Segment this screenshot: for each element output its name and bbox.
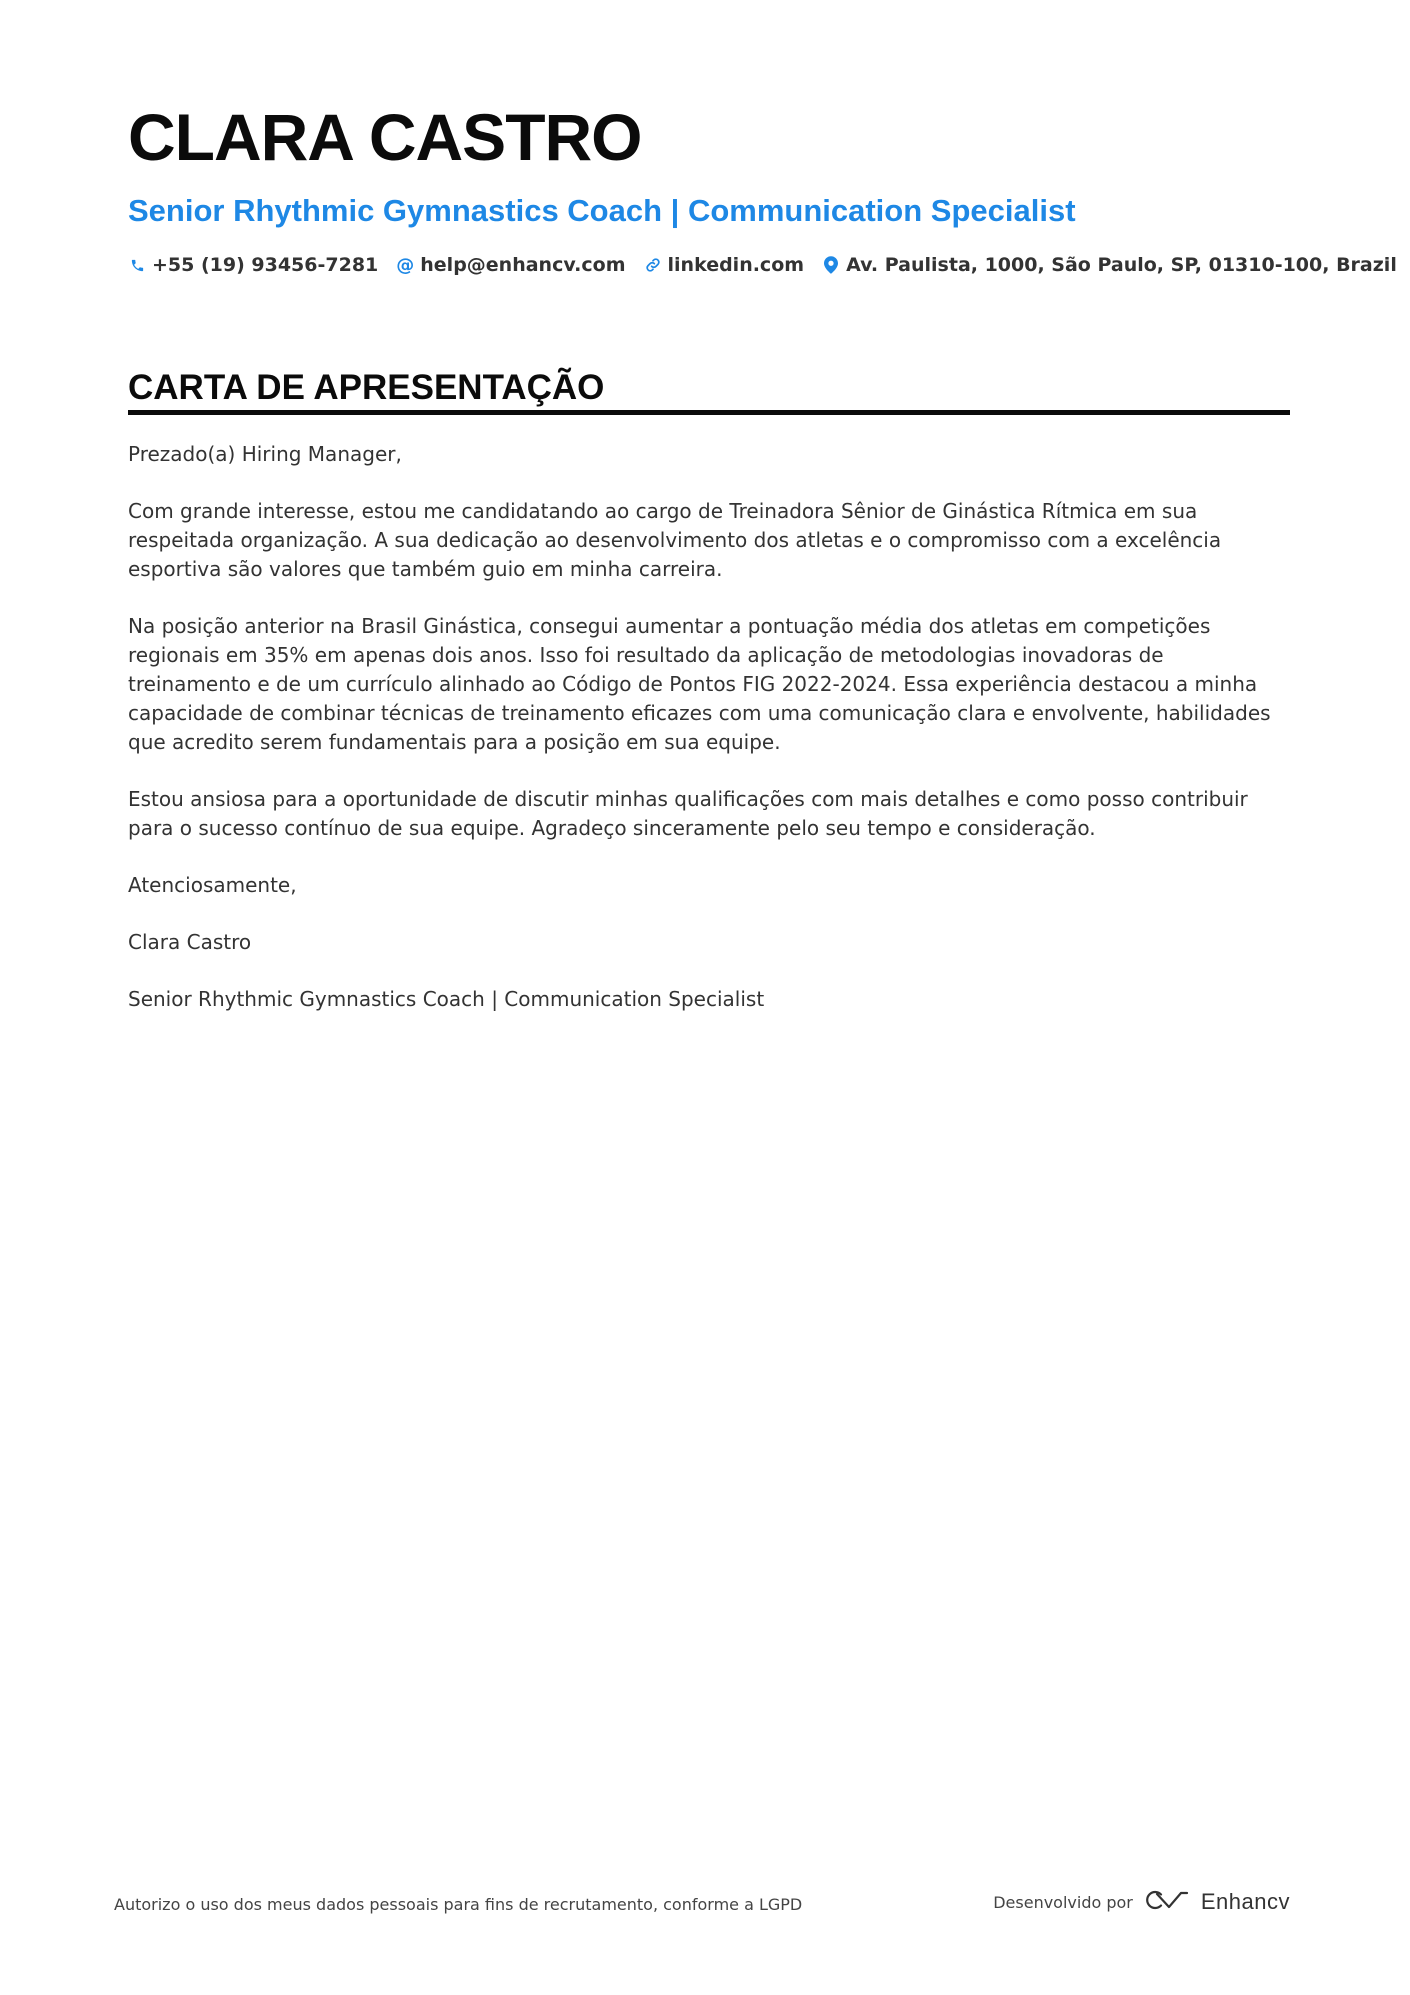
enhancv-brand: Enhancv [1200, 1889, 1290, 1914]
phone-icon [128, 255, 146, 275]
contact-email[interactable] [396, 254, 625, 276]
section-title: CARTA DE APRESENTAÇÃO [128, 368, 605, 407]
letter-salutation: Prezado(a) Hiring Manager, [128, 442, 402, 466]
letter-paragraph: Na posição anterior na Brasil Ginástica, consegui aumentar a pontuação média dos atletas em competições regionais em 35% em apenas dois anos. Isso foi resultado da aplicação de metodologias inovadoras de treinamento e de um currículo alinhado ao Código de Pontos FIG 2022-2024. Essa experiência destacou a minha capacidade de combinar técnicas de treinamento eficazes com uma comunicação clara e envolvente, habilidades que acredito serem fundamentais para a posição em sua equipe. [128, 614, 1271, 754]
letter-signature-title: Senior Rhythmic Gymnastics Coach | Communication Specialist [128, 987, 765, 1011]
powered-by[interactable] [993, 1888, 1290, 1916]
letter-body [128, 440, 1290, 1042]
contact-phone-text: +55 (19) 93456-7281 [152, 254, 379, 276]
letter-closing: Atenciosamente, [128, 873, 297, 897]
link-icon [644, 255, 662, 275]
at-icon: @ [396, 254, 415, 276]
contact-linkedin[interactable] [644, 254, 805, 276]
contact-email-text: help@enhancv.com [420, 254, 626, 276]
candidate-title: Senior Rhythmic Gymnastics Coach | Communication Specialist [128, 193, 1076, 228]
candidate-name: CLARA CASTRO [128, 100, 642, 174]
location-pin-icon [822, 255, 840, 275]
enhancv-logo-icon [1145, 1888, 1191, 1916]
contact-address [822, 254, 1397, 276]
contact-address-text: Av. Paulista, 1000, São Paulo, SP, 01310-100, Brazil [846, 254, 1397, 276]
letter-paragraph: Com grande interesse, estou me candidatando ao cargo de Treinadora Sênior de Ginástica Rítmica em sua respeitada organização. A sua dedicação ao desenvolvimento dos atletas e o compromisso com a excelência esportiva são valores que também guio em minha carreira. [128, 499, 1222, 581]
contact-bar [128, 254, 1410, 276]
letter-paragraph: Estou ansiosa para a oportunidade de discutir minhas qualificações com mais detalhes e como posso contribuir para o sucesso contínuo de sua equipe. Agradeço sinceramente pelo seu tempo e consideração. [128, 787, 1248, 840]
contact-linkedin-text: linkedin.com [667, 254, 805, 276]
letter-signature-name: Clara Castro [128, 930, 252, 954]
powered-by-label: Desenvolvido por [993, 1892, 1133, 1912]
gdpr-consent: Autorizo o uso dos meus dados pessoais para fins de recrutamento, conforme a LGPD [114, 1895, 803, 1914]
section-divider [128, 410, 1290, 415]
contact-phone[interactable] [128, 254, 378, 276]
